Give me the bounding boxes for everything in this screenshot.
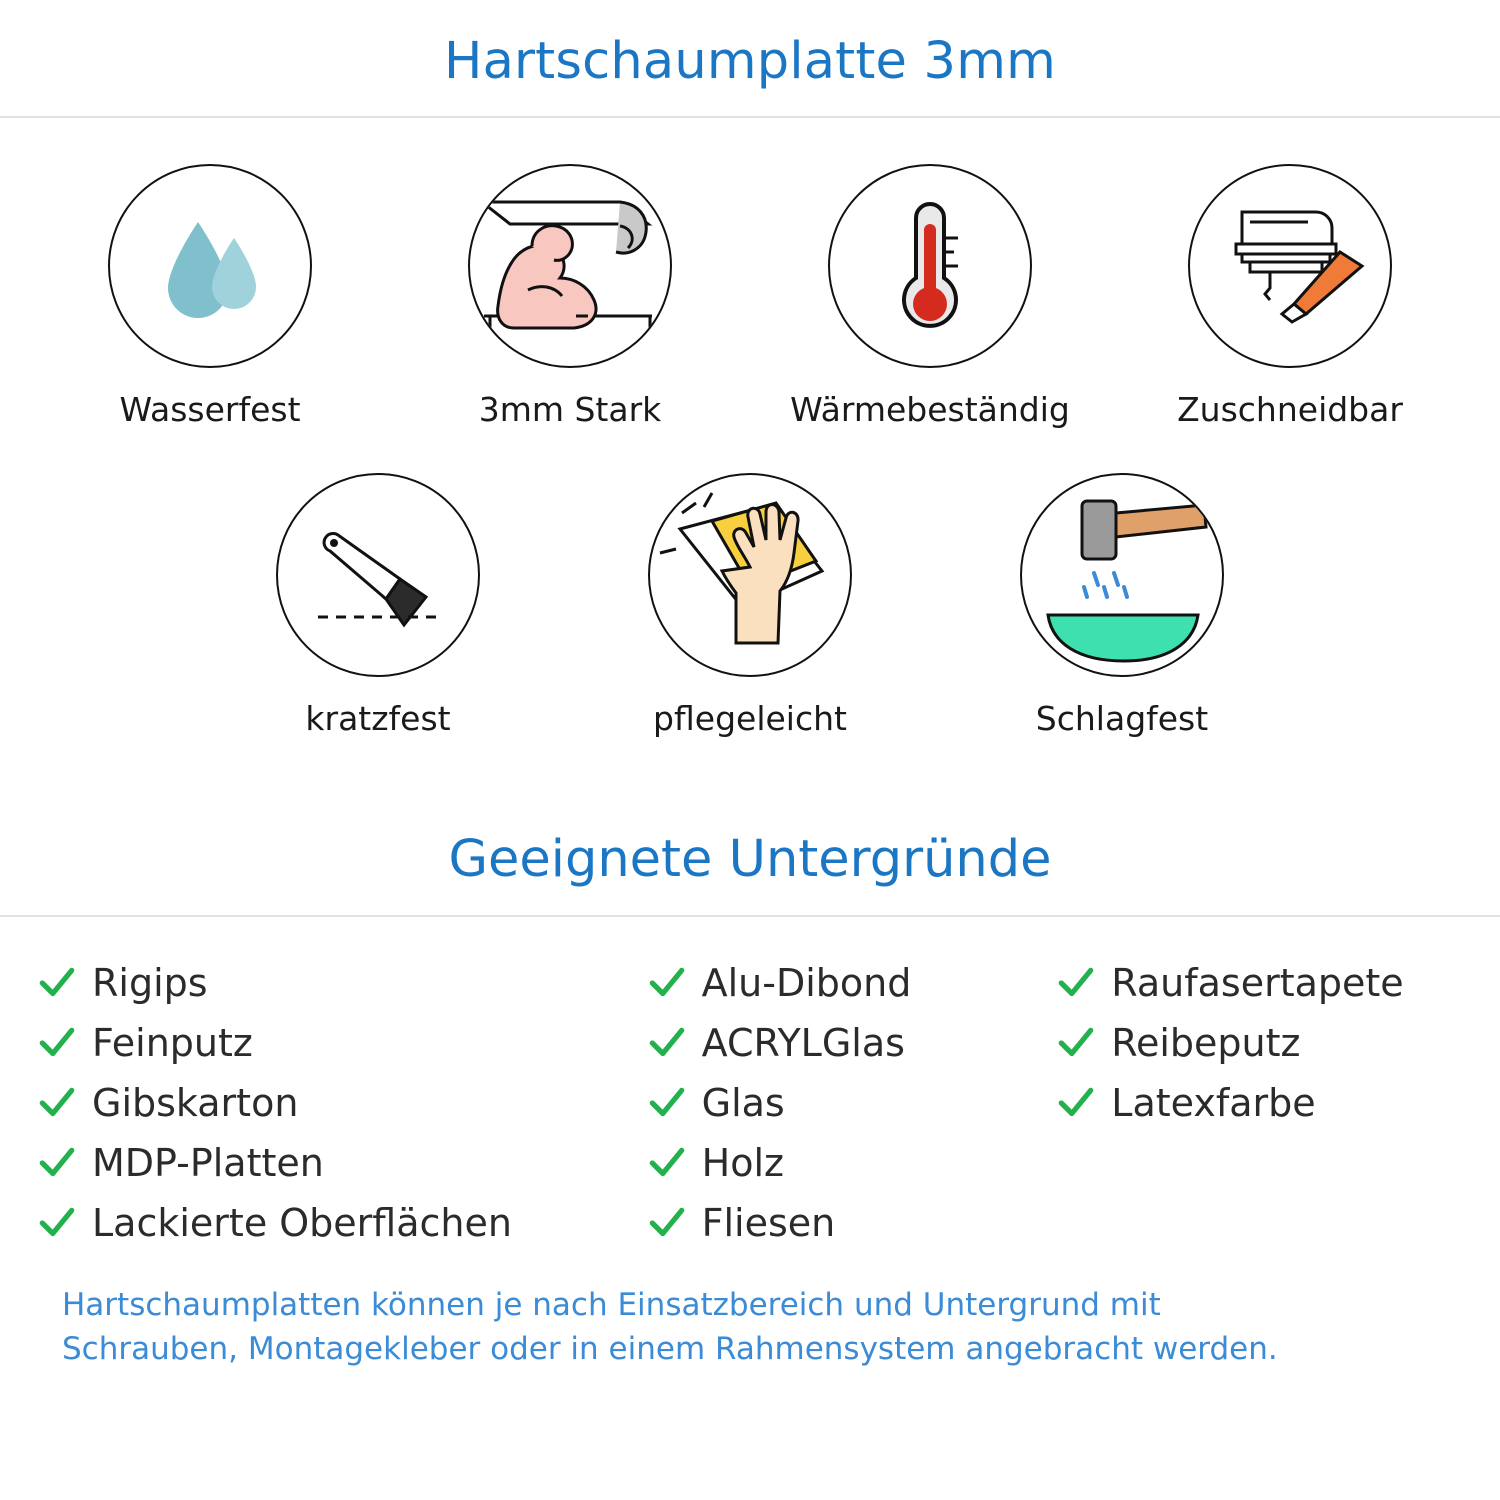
- list-item: [646, 1013, 1056, 1073]
- footer-note-line-1: Hartschaumplatten können je nach Einsatzbereich und Untergrund mit: [62, 1287, 1161, 1324]
- list-item-label: MDP-Platten: [92, 1141, 324, 1186]
- list-item: [646, 953, 1056, 1013]
- feature-icon-circle: [108, 164, 312, 368]
- feature-label: Wasserfest: [119, 390, 301, 430]
- list-item-label: Feinputz: [92, 1021, 253, 1066]
- check-icon: [1055, 1082, 1097, 1124]
- feature-label: pflegeleicht: [653, 699, 847, 739]
- feature-label: Wärmebeständig: [790, 390, 1070, 430]
- feature-schlagfest: [936, 473, 1308, 738]
- feature-zuschneidbar: [1110, 164, 1470, 429]
- footer-note: [0, 1283, 1500, 1371]
- feature-label: 3mm Stark: [478, 390, 662, 430]
- page-title: Hartschaumplatte 3mm: [444, 32, 1056, 91]
- list-item: [1055, 1013, 1464, 1073]
- substrates-title: Geeignete Untergründe: [448, 830, 1052, 890]
- list-item-label: Holz: [701, 1141, 784, 1186]
- list-item-label: Rigips: [92, 961, 208, 1006]
- list-item-label: Glas: [701, 1081, 785, 1126]
- feature-row-2: [0, 473, 1500, 738]
- list-item-label: Fliesen: [701, 1201, 836, 1246]
- list-item: [36, 1133, 646, 1193]
- check-icon: [646, 1202, 688, 1244]
- title-divider: [0, 116, 1500, 118]
- feature-row-1: [0, 164, 1500, 429]
- check-icon: [36, 1022, 78, 1064]
- cleaning-cloth-hand-icon: [650, 475, 850, 675]
- feature-icon-circle: [1188, 164, 1392, 368]
- feature-grid: [0, 164, 1500, 738]
- list-item: [646, 1073, 1056, 1133]
- list-item-label: Raufasertapete: [1111, 961, 1404, 1006]
- check-icon: [646, 1082, 688, 1124]
- list-item: [1055, 953, 1464, 1013]
- list-item: [36, 1013, 646, 1073]
- list-item: [36, 1193, 646, 1253]
- check-icon: [36, 1202, 78, 1244]
- feature-icon-circle: [648, 473, 852, 677]
- check-icon: [1055, 1022, 1097, 1064]
- substrates-divider: [0, 915, 1500, 917]
- checklist-column-3: [1055, 953, 1464, 1253]
- feature-icon-circle: [1020, 473, 1224, 677]
- feature-wasserfest: [30, 164, 390, 429]
- list-item-label: Gibskarton: [92, 1081, 299, 1126]
- list-item: [646, 1133, 1056, 1193]
- list-item: [36, 953, 646, 1013]
- check-icon: [646, 1022, 688, 1064]
- checklist-column-2: [646, 953, 1056, 1253]
- list-item-label: Latexfarbe: [1111, 1081, 1316, 1126]
- check-icon: [1055, 962, 1097, 1004]
- check-icon: [646, 962, 688, 1004]
- feature-label: Zuschneidbar: [1177, 390, 1403, 430]
- flexing-arm-icon: [470, 166, 670, 366]
- knife-scratch-icon: [278, 475, 478, 675]
- jigsaw-cutter-icon: [1190, 166, 1390, 366]
- list-item: [36, 1073, 646, 1133]
- check-icon: [36, 962, 78, 1004]
- list-item-label: ACRYLGlas: [701, 1021, 905, 1066]
- checklist-column-1: [36, 953, 646, 1253]
- substrates-checklist: [0, 953, 1500, 1253]
- feature-3mm-stark: [390, 164, 750, 429]
- footer-note-line-2: Schrauben, Montagekleber oder in einem Rahmensystem angebracht werden.: [62, 1331, 1278, 1368]
- list-item: [646, 1193, 1056, 1253]
- check-icon: [646, 1142, 688, 1184]
- list-item-label: Lackierte Oberflächen: [92, 1201, 512, 1246]
- list-item-label: Reibeputz: [1111, 1021, 1301, 1066]
- thermometer-icon: [830, 166, 1030, 366]
- check-icon: [36, 1142, 78, 1184]
- feature-label: kratzfest: [305, 699, 451, 739]
- feature-kratzfest: [192, 473, 564, 738]
- feature-icon-circle: [828, 164, 1032, 368]
- feature-waermebestaendig: [750, 164, 1110, 429]
- feature-icon-circle: [468, 164, 672, 368]
- list-item: [1055, 1073, 1464, 1133]
- hammer-impact-icon: [1022, 475, 1222, 675]
- list-item-label: Alu-Dibond: [701, 961, 912, 1006]
- feature-icon-circle: [276, 473, 480, 677]
- feature-label: Schlagfest: [1035, 699, 1209, 739]
- check-icon: [36, 1082, 78, 1124]
- water-drops-icon: [110, 166, 310, 366]
- feature-pflegeleicht: [564, 473, 936, 738]
